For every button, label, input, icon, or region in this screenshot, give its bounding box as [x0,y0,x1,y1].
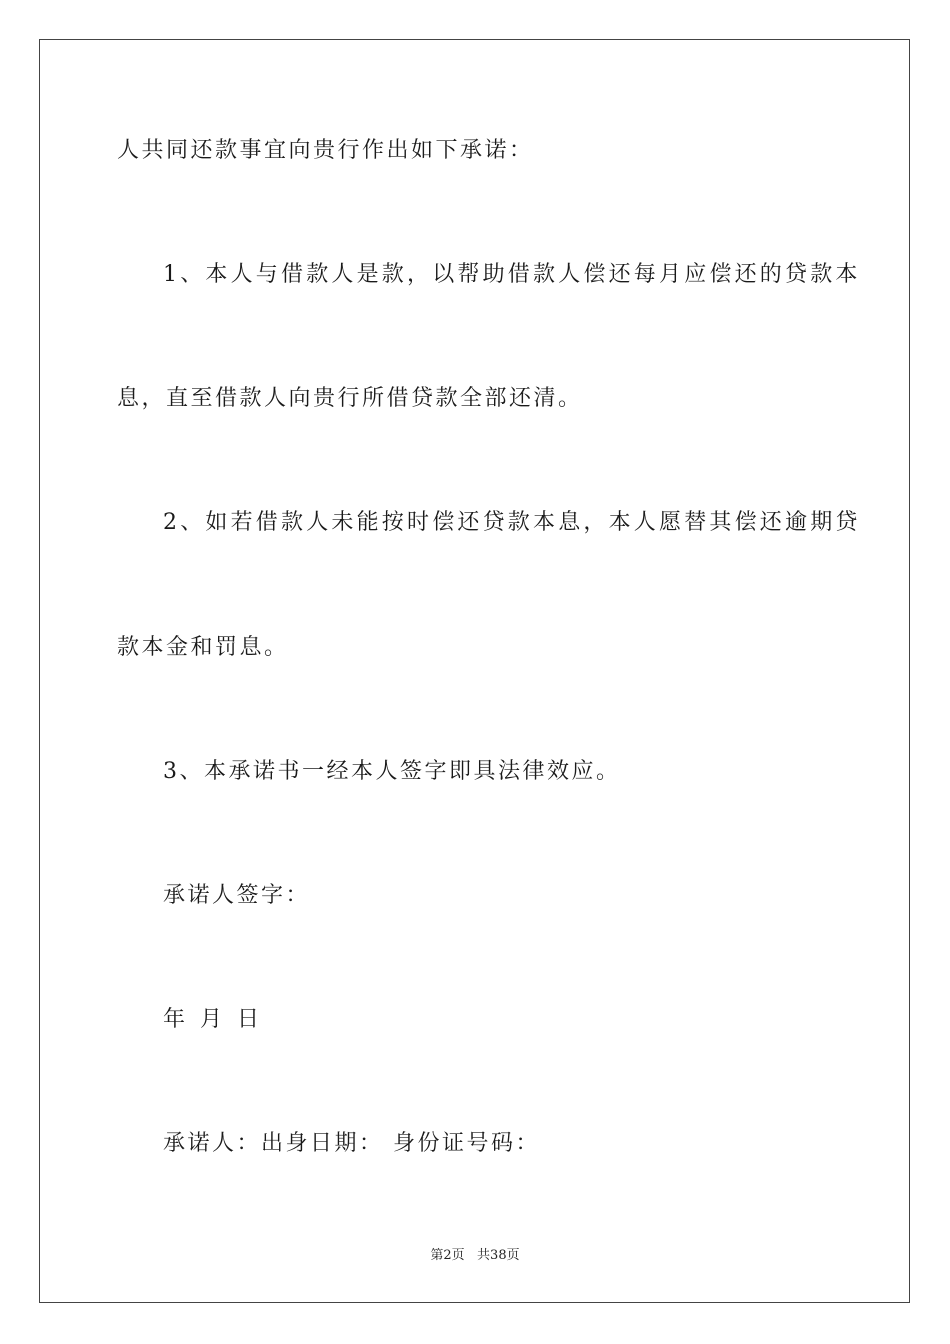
page-number-footer: 第2页 共38页 [430,1248,520,1263]
page-border [39,39,910,1303]
commitment-item-1: 1、本人与借款人是款，以帮助借款人偿还每月应偿还的贷款本 [163,262,861,287]
signature-label: 承诺人签字： [163,883,311,908]
commitment-item-1-continued: 息，直至借款人向贵行所借贷款全部还清。 [117,386,583,411]
date-label: 年 月 日 [163,1007,263,1032]
promisor-info-label: 承诺人：出身日期： 身份证号码： [163,1131,540,1156]
commitment-item-3: 3、本承诺书一经本人签字即具法律效应。 [163,759,621,784]
body-text-line: 人共同还款事宜向贵行作出如下承诺： [117,138,534,163]
commitment-item-2-continued: 款本金和罚息。 [117,635,289,660]
commitment-item-2: 2、如若借款人未能按时偿还贷款本息，本人愿替其偿还逾期贷 [163,510,861,535]
